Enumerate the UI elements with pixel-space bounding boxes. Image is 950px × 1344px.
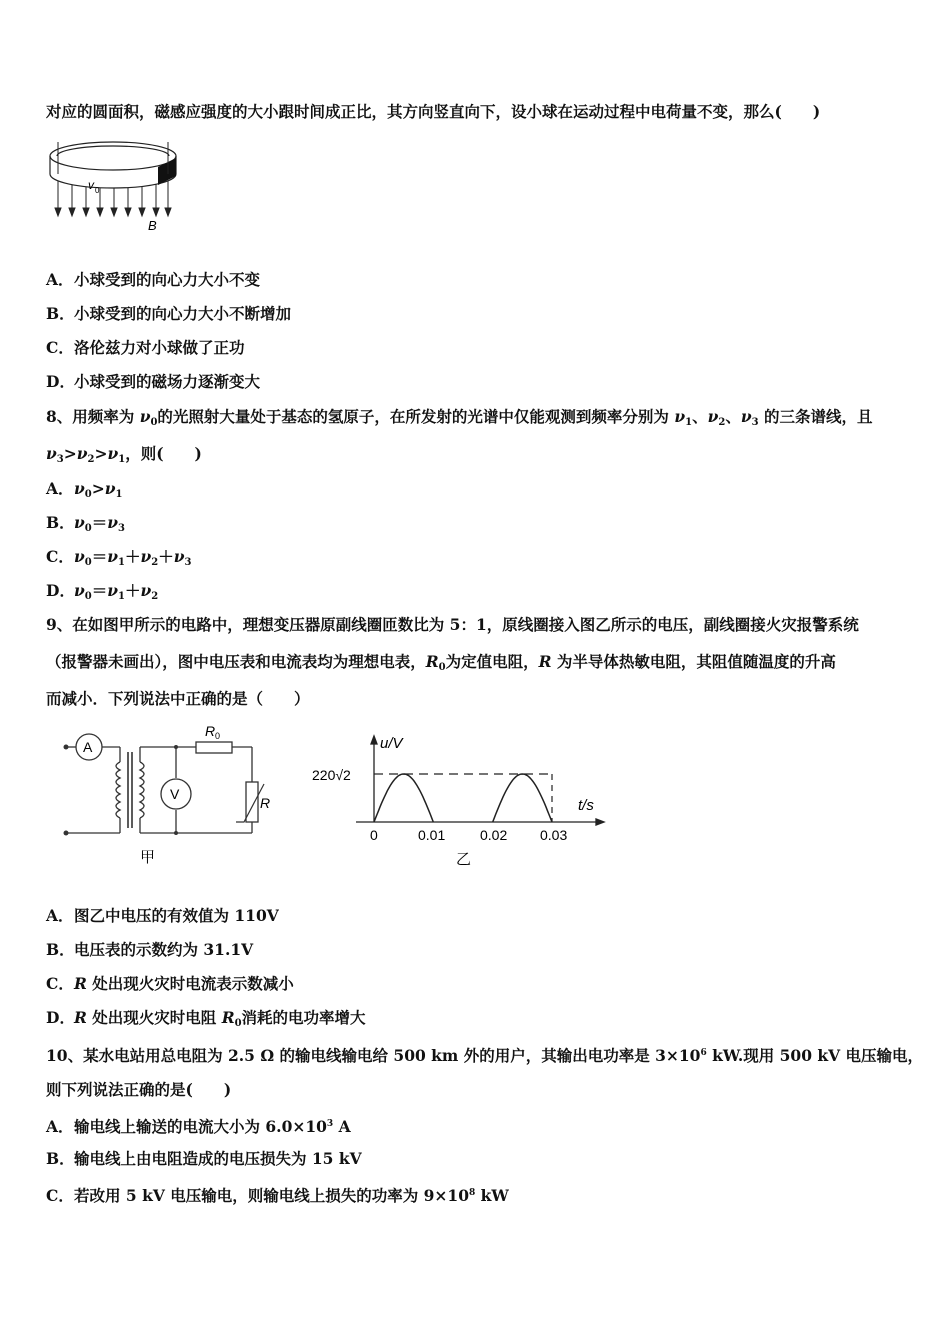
q7-option-a: A．小球受到的向心力大小不变 bbox=[46, 270, 261, 289]
q10-stem-line2: 则下列说法正确的是( ) bbox=[46, 1080, 232, 1099]
y-axis-label: u/V bbox=[380, 735, 403, 752]
q8-option-c: C．$\nu_0=\nu_1+\nu_2+\nu_3$ bbox=[46, 547, 192, 568]
q7-stem-tail: 对应的圆面积，磁感应强度的大小跟时间成正比，其方向竖直向下，设小球在运动过程中电荷量不变，那么( ) bbox=[46, 102, 821, 121]
circuit-diagram-jia bbox=[48, 722, 288, 870]
voltmeter-label: V bbox=[170, 786, 180, 802]
q9-option-b: B．电压表的示数约为 31.1V bbox=[46, 940, 254, 959]
caption-yi: 乙 bbox=[456, 851, 472, 868]
ring bbox=[50, 142, 176, 188]
ammeter-label: A bbox=[83, 739, 93, 755]
caption-jia: 甲 bbox=[140, 849, 156, 866]
x-axis-label: t/s bbox=[578, 797, 594, 814]
tick-0: 0 bbox=[370, 827, 378, 843]
b-field-label: B bbox=[148, 218, 157, 233]
q8-option-d: D．$\nu_0=\nu_1+\nu_2$ bbox=[46, 581, 159, 602]
wave-half-cycle-1 bbox=[374, 774, 433, 822]
q7-option-c: C．洛伦兹力对小球做了正功 bbox=[46, 338, 245, 357]
tick-0-03: 0.03 bbox=[540, 827, 568, 843]
voltage-waveform-yi bbox=[300, 722, 610, 870]
q7-option-b: B．小球受到的向心力大小不断增加 bbox=[46, 304, 292, 323]
q8-stem-line2: $\nu_3>\nu_2>\nu_1$，则( ) bbox=[46, 444, 202, 465]
q8-stem-line1: 8、用频率为 $\nu_0$的光照射大量处于基态的氢原子，在所发射的光谱中仅能观测到频率分别为 $\nu_1$、$\nu_2$、$\nu_3$ 的三条谱线，且 bbox=[46, 407, 873, 428]
peak-label: 220√2 bbox=[312, 767, 351, 783]
q10-stem-line1: 10、某水电站用总电阻为 2.5 Ω 的输电线输电给 500 km 外的用户，其输出电功率是 $3\times 10^6$ kW.现用 500 kV 电压输电， bbox=[46, 1046, 924, 1065]
q8-option-a: A．$\nu_0>\nu_1$ bbox=[46, 479, 123, 500]
q9-stem-line3: 而减小．下列说法中正确的是（ ） bbox=[46, 689, 310, 708]
q9-stem-line1: 9、在如图甲所示的电路中，理想变压器原副线圈匝数比为 5：1，原线圈接入图乙所示的电压，副线圈接火灾报警系统 bbox=[46, 615, 859, 634]
q9-option-a: A．图乙中电压的有效值为 110V bbox=[46, 906, 279, 925]
resistor-r0 bbox=[196, 742, 232, 753]
ring-magnetic-field-figure bbox=[44, 134, 190, 234]
tick-0-01: 0.01 bbox=[418, 827, 446, 843]
wave-half-cycle-2 bbox=[493, 774, 552, 822]
q7-option-d: D．小球受到的磁场力逐渐变大 bbox=[46, 372, 261, 391]
v0-label: v bbox=[88, 178, 94, 192]
q9-option-c: C．R 处出现火灾时电流表示数减小 bbox=[46, 974, 294, 993]
q9-option-d: D．R 处出现火灾时电阻 $R_0$消耗的电功率增大 bbox=[46, 1008, 366, 1029]
q10-option-a: A．输电线上输送的电流大小为 $6.0\times 10^3$ A bbox=[46, 1117, 351, 1136]
q10-option-b: B．输电线上由电阻造成的电压损失为 15 kV bbox=[46, 1149, 362, 1168]
v0-subscript: 0 bbox=[95, 186, 100, 195]
r0-label: R bbox=[205, 723, 216, 739]
tick-0-02: 0.02 bbox=[480, 827, 508, 843]
q9-stem-line2: （报警器未画出），图中电压表和电流表均为理想电表，$R_0$为定值电阻，R 为半导体热敏电阻，其阻值随温度的升高 bbox=[46, 652, 836, 673]
q10-option-c: C．若改用 5 kV 电压输电，则输电线上损失的功率为 $9\times 10^8$ kW bbox=[46, 1186, 509, 1205]
q8-option-b: B．$\nu_0=\nu_3$ bbox=[46, 513, 125, 534]
r-label: R bbox=[260, 795, 271, 811]
r0-subscript: 0 bbox=[215, 731, 221, 741]
